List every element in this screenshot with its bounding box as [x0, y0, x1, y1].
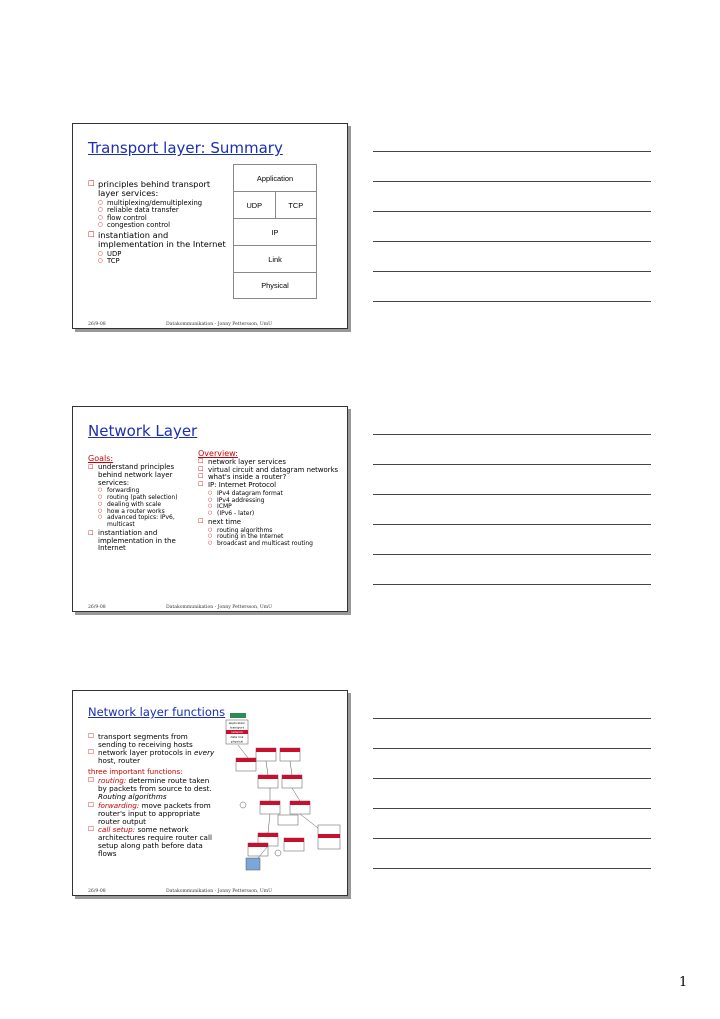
slide-title: Transport layer: Summary: [88, 139, 283, 157]
footer-author: Datakommunikation - Jonny Pettersson, UmU: [166, 605, 272, 610]
sub-bullet: ○ broadcast and multicast routing: [208, 541, 340, 548]
sub-bullet: ○ flow control: [98, 215, 228, 223]
router-group-1: [236, 748, 300, 771]
bullet-item: ☐ forwarding: move packets from router's input to appropriate router output: [88, 802, 216, 826]
three-functions-heading: three important functions:: [88, 767, 183, 777]
bullet-item: ☐ network layer protocols in every host, router: [88, 749, 216, 765]
note-line: [373, 271, 651, 272]
footer-author: Datakommunikation - Jonny Pettersson, UmU: [166, 889, 272, 894]
note-line: [373, 241, 651, 242]
sub-bullet: ○ routing (path selection): [98, 495, 196, 502]
sub-bullet: ○ routing in the Internet: [208, 534, 340, 541]
note-line: [373, 464, 651, 465]
note-line: [373, 151, 651, 152]
page-number: 1: [679, 975, 688, 990]
bullet-item: ☐ IP: Internet Protocol ○ IPv4 datagram format ○ IPv4 addressing ○ ICMP ○ (IPv6 - later): [198, 482, 340, 518]
bullet-item: ☐ principles behind transport layer services: ○ multiplexing/demultiplexing ○ reliable data transfer ○ flow control ○ congestion control: [88, 180, 228, 230]
note-line: [373, 524, 651, 525]
note-line: [373, 838, 651, 839]
slide-title: Network Layer: [88, 422, 198, 440]
note-line: [373, 584, 651, 585]
stack-link: Link: [234, 246, 316, 273]
footer-date: 26/9-08: [88, 605, 106, 610]
protocol-stack: [233, 164, 317, 299]
note-line: [373, 778, 651, 779]
sub-bullet: ○ dealing with scale: [98, 502, 196, 509]
slide-network-layer: [72, 406, 348, 612]
sub-bullet: ○ multiplexing/demultiplexing: [98, 200, 228, 208]
sub-bullet: ○ (IPv6 - later): [208, 511, 340, 518]
network-diagram: [208, 713, 346, 878]
note-line: [373, 718, 651, 719]
note-line: [373, 868, 651, 869]
stack-transport: [234, 192, 316, 219]
stack-label: physical: [230, 739, 244, 744]
stack-physical: Physical: [261, 281, 289, 290]
footer-author: Datakommunikation - Jonny Pettersson, UmU: [166, 322, 272, 327]
sub-bullet: ○ advanced topics: IPv6, multicast: [98, 515, 196, 528]
note-line: [373, 211, 651, 212]
stack-ip: IP: [234, 219, 316, 246]
stack-label: network: [230, 730, 244, 734]
bullet-item: ☐ instantiation and implementation in the Internet ○ UDP ○ TCP: [88, 231, 228, 266]
bullet-item: ☐ instantiation and implementation in the Internet: [88, 530, 196, 553]
sub-bullet: ○ TCP: [98, 258, 228, 266]
note-line: [373, 494, 651, 495]
stack-label: transport: [230, 725, 244, 730]
bullet-item: ☐ routing: determine route taken by packets from source to dest. Routing algorithms: [88, 777, 216, 801]
sub-bullet: ○ IPv4 datagram format: [208, 491, 340, 498]
bullet-item: ☐ what's inside a router?: [198, 474, 340, 482]
bullet-item: ☐ call setup: some network architectures require router call setup along path before data flows: [88, 826, 216, 858]
router-group-2: [258, 775, 302, 788]
host-bottom-icon: [246, 858, 260, 870]
bullet-item: ☐ transport segments from sending to receiving hosts: [88, 733, 216, 749]
sub-bullet: ○ forwarding: [98, 488, 196, 495]
stack-label: application: [228, 721, 246, 725]
slide-network-functions: [72, 690, 348, 896]
bullet-item: ☐ understand principles behind network layer services: ○ forwarding ○ routing (path selection) ○ dealing with scale ○ how a router works ○ advanced topics: IPv6, multicast: [88, 464, 196, 529]
bullet-item: ☐ next time ○ routing algorithms ○ routing in the Internet ○ broadcast and multicast routing: [198, 519, 340, 548]
sub-bullet: ○ how a router works: [98, 509, 196, 516]
note-line: [373, 554, 651, 555]
note-line: [373, 748, 651, 749]
bullet-list: [88, 733, 216, 858]
stack-tcp: TCP: [288, 200, 304, 210]
bullet-item: ☐ network layer services: [198, 459, 340, 467]
overview-heading: Overview:: [198, 449, 238, 458]
sub-bullet: ○ congestion control: [98, 222, 228, 230]
slide-title: Network layer functions: [88, 705, 226, 719]
bullet-list: [88, 180, 228, 267]
slide-transport-summary: [72, 123, 348, 329]
bullet-item: ☐ virtual circuit and datagram networks: [198, 467, 340, 475]
footer-date: 26/9-08: [88, 322, 106, 327]
note-line: [373, 181, 651, 182]
goals-list: [88, 464, 196, 553]
note-line: [373, 434, 651, 435]
goals-heading: Goals:: [88, 454, 114, 463]
note-line: [373, 808, 651, 809]
host-top-icon: [230, 713, 246, 718]
overview-list: [198, 459, 340, 549]
sub-bullet: ○ reliable data transfer: [98, 207, 228, 215]
footer-date: 26/9-08: [88, 889, 106, 894]
router-group-4: [248, 833, 304, 856]
stack-application: Application: [234, 165, 316, 192]
sub-bullet: ○ IPv4 addressing: [208, 498, 340, 505]
router-group-3: [260, 801, 310, 825]
note-line: [373, 301, 651, 302]
sub-bullet: ○ UDP: [98, 251, 228, 259]
stack-udp: UDP: [234, 192, 276, 218]
sub-bullet: ○ routing algorithms: [208, 528, 340, 535]
stack-label: data link: [230, 735, 244, 739]
sub-bullet: ○ ICMP: [208, 504, 340, 511]
